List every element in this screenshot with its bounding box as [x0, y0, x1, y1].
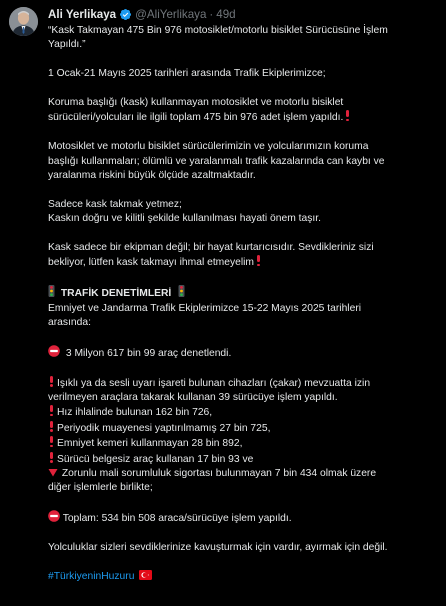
- text-segment: bekliyor, lütfen kask takmayı ihmal etmeyelim: [48, 257, 255, 269]
- text-segment: Sürücü belgesiz araç kullanan 17 bin 93 ve: [57, 453, 254, 465]
- text-line: 1 Ocak-21 Mayıs 2025 tarihleri arasında Trafik Ekiplerimizce;: [48, 68, 326, 80]
- author-avatar[interactable]: [9, 7, 38, 36]
- text-line: yaralanma riskini büyük ölçüde azaltmaktadır.: [48, 170, 256, 182]
- text-line: [48, 255, 434, 270]
- red-exclamation-icon: [50, 376, 54, 387]
- text-line: Emniyet ve Jandarma Trafik Ekiplerimizce 15-22 Mayıs 2025 tarihleri: [48, 302, 362, 314]
- text-line: başlığı kullanmaları; ölümlü ve yaralanmalı trafik kazalarında can kaybı ve: [48, 155, 385, 167]
- section-title: TRAFİK DENETİMLERİ: [60, 288, 172, 300]
- no-entry-icon: [48, 510, 60, 522]
- traffic-light-icon: [48, 285, 55, 297]
- red-down-triangle-icon: [48, 468, 58, 477]
- text-line: [48, 405, 434, 420]
- tweet-header: [48, 6, 434, 23]
- text-line: Motosiklet ve motorlu bisiklet sürücülerimizin ve yolcularımızın koruma: [48, 141, 369, 153]
- header-separator: ·: [209, 8, 214, 21]
- hashtag-link[interactable]: #TürkiyeninHuzuru: [48, 570, 135, 582]
- text-segment: Emniyet kemeri kullanmayan 28 bin 892,: [57, 438, 243, 450]
- text-line: [48, 510, 434, 526]
- text-line: [48, 436, 434, 451]
- verified-badge-icon: [119, 8, 132, 21]
- red-exclamation-icon: [50, 436, 54, 447]
- section-title-line: [48, 285, 434, 301]
- text-line: [48, 376, 434, 391]
- text-segment: Periyodik muayenesi yaptırılmamış 27 bin 725,: [57, 422, 271, 434]
- red-exclamation-icon: [346, 110, 350, 121]
- text-line: Koruma başlığı (kask) kullanmayan motosiklet ve motorlu bisiklet: [48, 97, 344, 108]
- red-exclamation-icon: [50, 452, 54, 463]
- text-segment: sürücüleri/yolcuları ile ilgili toplam 475 bin 976 adet işlem yapıldı.: [48, 112, 344, 124]
- text-line: Kaskın doğru ve kilitli şekilde kullanılması hayati önem taşır.: [48, 213, 321, 225]
- traffic-light-icon: [178, 285, 185, 297]
- text-line: [48, 421, 434, 436]
- tweet-text: [48, 24, 434, 584]
- text-line: verilmeyen araçlara takarak kullanan 39 sürücüye işlem yapıldı.: [48, 392, 338, 404]
- turkey-flag-icon: [139, 570, 152, 580]
- red-exclamation-icon: [50, 421, 54, 432]
- tweet-timestamp[interactable]: 49d: [216, 8, 236, 21]
- author-handle[interactable]: @AliYerlikaya: [135, 8, 207, 21]
- red-exclamation-icon: [50, 405, 54, 416]
- text-line: arasında:: [48, 317, 91, 329]
- author-display-name[interactable]: Ali Yerlikaya: [48, 8, 117, 21]
- text-line: [48, 452, 434, 467]
- text-line: [48, 110, 434, 125]
- text-line: Yolculuklar sizleri sevdiklerinize kavuşturmak için vardır, ayırmak için değil.: [48, 542, 388, 554]
- text-segment: 3 Milyon 617 bin 99 araç denetlendi.: [65, 347, 232, 359]
- text-line: “Kask Takmayan 475 Bin 976 motosiklet/motorlu bisiklet Sürücüsüne İşlem: [48, 25, 388, 36]
- text-line: Sadece kask takmak yetmez;: [48, 198, 182, 210]
- text-line: [48, 467, 434, 481]
- text-line: [48, 570, 434, 584]
- no-entry-icon: [48, 345, 60, 357]
- avatar-portrait-icon: [9, 7, 38, 36]
- text-segment: Işıklı ya da sesli uyarı işareti bulunan cihazları (çakar) mevzuatta izin: [57, 377, 371, 389]
- red-exclamation-icon: [257, 255, 261, 266]
- text-segment: Toplam: 534 bin 508 araca/sürücüye işlem yapıldı.: [62, 513, 292, 525]
- text-line: Kask sadece bir ekipman değil; bir hayat kurtarıcısıdır. Sevdikleriniz sizi: [48, 242, 374, 254]
- text-segment: Hız ihlalinde bulunan 162 bin 726,: [57, 407, 213, 419]
- text-segment: Zorunlu mali sorumluluk sigortası bulunmayan 7 bin 434 olmak üzere: [61, 468, 377, 480]
- text-line: Yapıldı.”: [48, 39, 86, 51]
- text-line: diğer işlemlerle birlikte;: [48, 482, 153, 494]
- text-line: [48, 345, 434, 361]
